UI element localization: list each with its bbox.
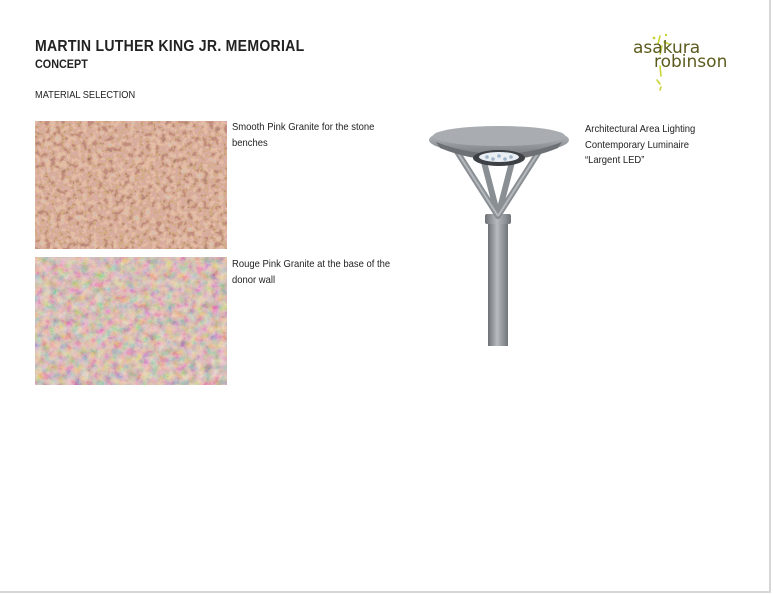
rouge-pink-granite-swatch: [35, 257, 227, 385]
lighting-caption: [585, 122, 738, 169]
rouge-granite-caption: Rouge Pink Granite at the base of the donor wall: [232, 258, 391, 286]
logo-line2: robinson: [654, 52, 728, 72]
page-title: MARTIN LUTHER KING JR. MEMORIAL: [35, 38, 305, 55]
logo-line1: asakura: [633, 38, 701, 58]
page-subtitle: CONCEPT: [35, 57, 88, 71]
lighting-caption-line-3: “Largent LED”: [585, 154, 645, 166]
lighting-caption-line-2: Contemporary Luminaire: [585, 138, 690, 151]
lighting-caption-line-1: Architectural Area Lighting: [585, 123, 696, 135]
smooth-pink-granite-swatch: [35, 121, 227, 249]
led-luminaire-image: [426, 118, 572, 348]
section-heading: MATERIAL SELECTION: [35, 89, 136, 101]
smooth-granite-caption: Smooth Pink Granite for the stone benches: [232, 121, 375, 149]
asakura-robinson-logo: [630, 32, 742, 92]
